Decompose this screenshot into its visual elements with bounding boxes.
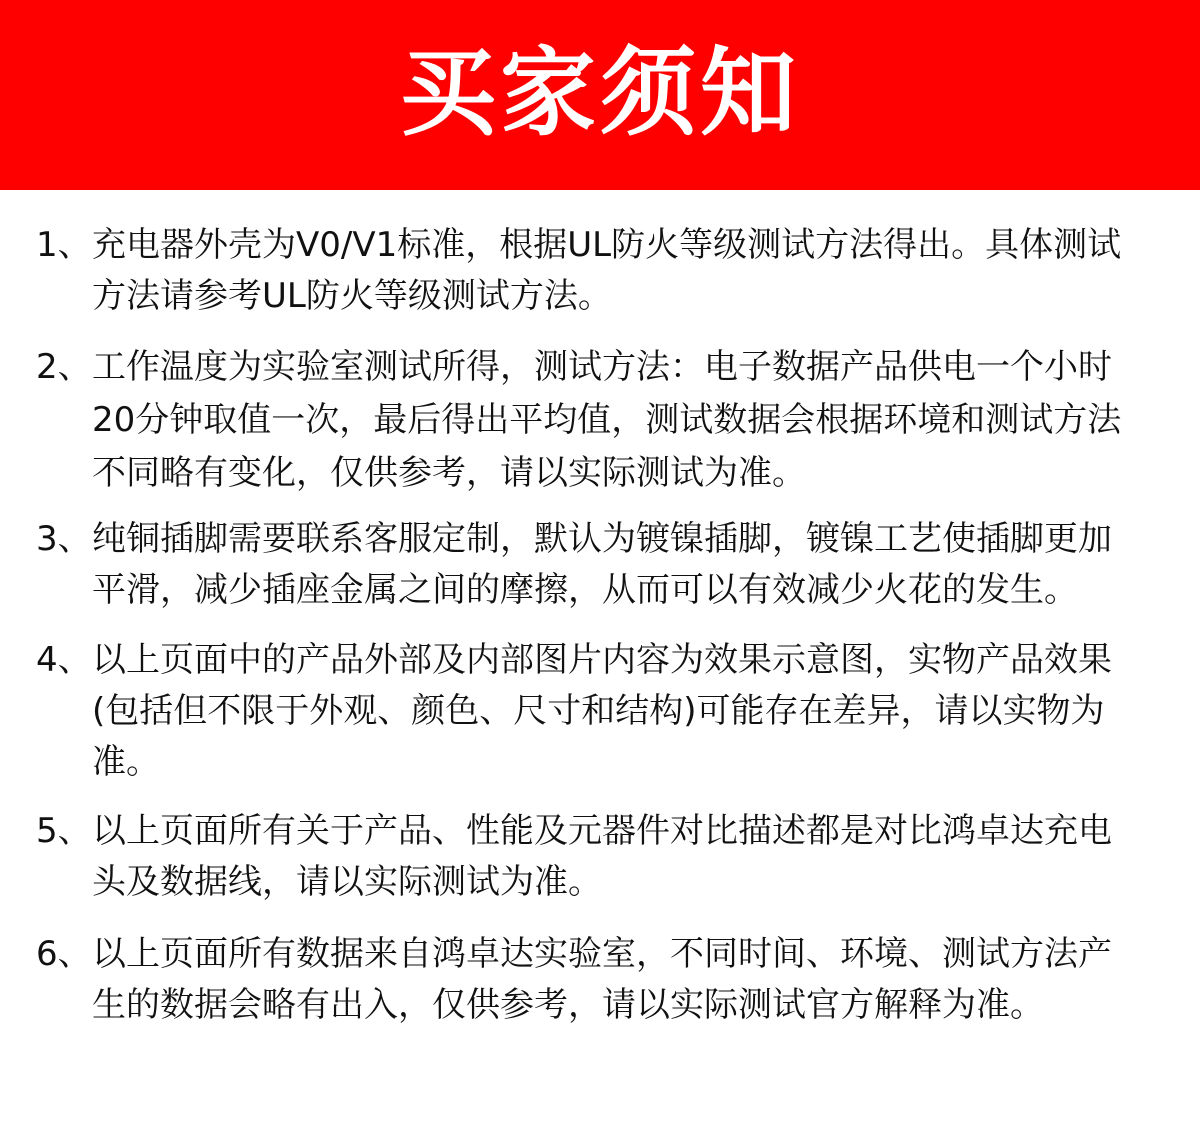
- page-title: 买家须知: [400, 37, 800, 149]
- notice-line: 工作温度为实验室测试所得，测试方法：电子数据产品供电一个小时: [92, 347, 1112, 387]
- notice-line: 20分钟取值一次，最后得出平均值，测试数据会根据环境和测试方法: [92, 400, 1122, 440]
- notice-line: 以上页面所有数据来自鸿卓达实验室，不同时间、环境、测试方法产: [92, 934, 1112, 974]
- notice-line: 不同略有变化，仅供参考，请以实际测试为准。: [92, 453, 806, 493]
- notice-number: 3、: [36, 519, 92, 559]
- notice-line: 生的数据会略有出入，仅供参考，请以实际测试官方解释为准。: [92, 985, 1044, 1025]
- notice-line: 以上页面中的产品外部及内部图片内容为效果示意图，实物产品效果: [92, 640, 1112, 680]
- notice-number: 2、: [36, 347, 92, 387]
- notice-line: 纯铜插脚需要联系客服定制，默认为镀镍插脚，镀镍工艺使插脚更加: [92, 519, 1112, 559]
- notice-line: (包括但不限于外观、颜色、尺寸和结构)可能存在差异，请以实物为: [92, 691, 1105, 731]
- notice-number: 5、: [36, 811, 92, 851]
- notice-line: 平滑，减少插座金属之间的摩擦，从而可以有效减少火花的发生。: [92, 570, 1078, 610]
- notice-line: 充电器外壳为V0/V1标准，根据UL防火等级测试方法得出。具体测试: [92, 225, 1122, 265]
- notice-number: 6、: [36, 934, 92, 974]
- notice-number: 4、: [36, 640, 92, 680]
- notice-line: 以上页面所有关于产品、性能及元器件对比描述都是对比鸿卓达充电: [92, 811, 1112, 851]
- notice-line: 头及数据线，请以实际测试为准。: [92, 862, 602, 902]
- notice-line: 方法请参考UL防火等级测试方法。: [92, 276, 612, 316]
- notice-line: 准。: [92, 742, 160, 782]
- notice-number: 1、: [36, 225, 92, 265]
